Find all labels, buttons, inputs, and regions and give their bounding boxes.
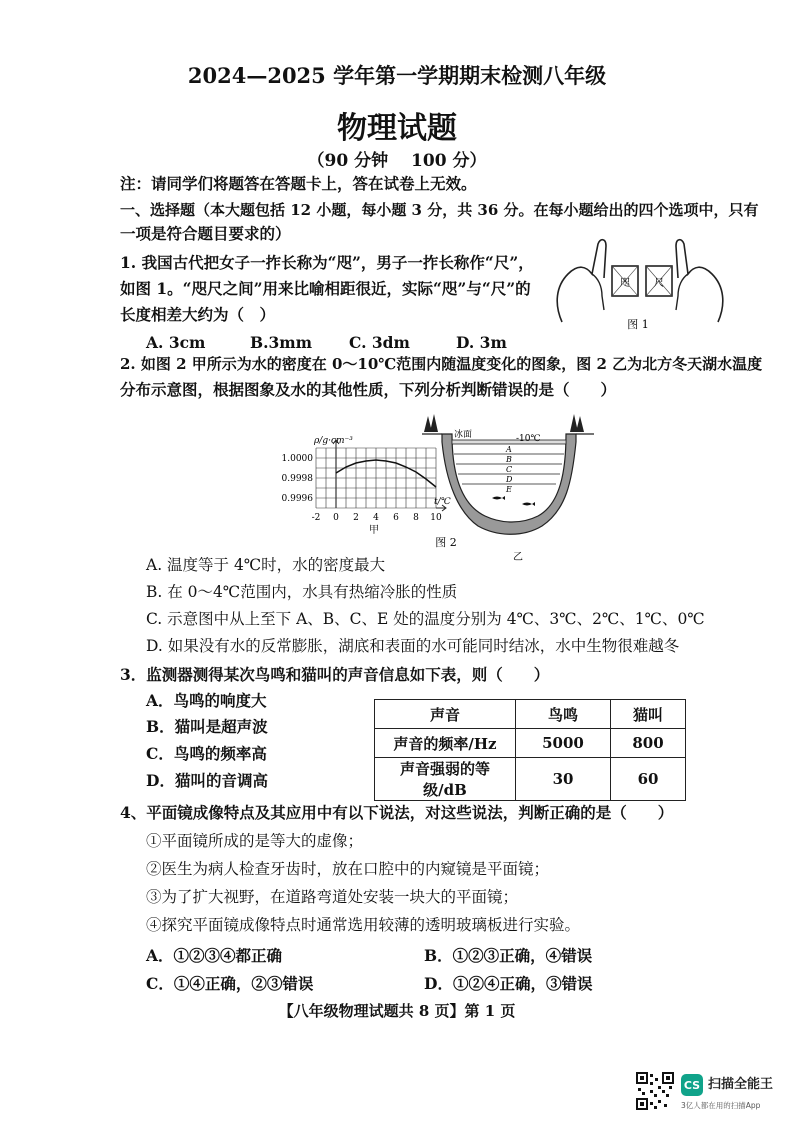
section1-heading-l1: 一、选择题（本大题包括 12 小题，每小题 3 分，共 36 分。在每小题给出的四个选项中，只有 bbox=[120, 201, 759, 219]
tree-right-icon bbox=[570, 414, 584, 432]
layer-d: D bbox=[506, 475, 513, 484]
q4-stem: 4、平面镜成像特点及其应用中有以下说法，对这些说法，判断正确的是（ ） bbox=[120, 803, 674, 822]
q1-option-c: C. 3dm bbox=[349, 333, 410, 352]
subject-title: 物理试题 bbox=[337, 111, 457, 146]
y-tick-label: 1.0000 bbox=[281, 454, 313, 464]
q2-option-a: A. 温度等于 4℃时，水的密度最大 bbox=[146, 556, 386, 574]
q2-option-b: B. 在 0～4℃范围内，水具有热缩冷胀的性质 bbox=[146, 583, 458, 601]
figure2 bbox=[270, 412, 600, 562]
q4-option-b: B．①②③正确，④错误 bbox=[424, 946, 593, 965]
q1-line1: 1. 我国古代把女子一拃长称为“咫”，男子一拃长称作“尺”， bbox=[120, 253, 534, 272]
x-tick-label: -2 bbox=[311, 513, 321, 523]
fish-icon bbox=[492, 496, 505, 500]
q4-option-a: A．①②③④都正确 bbox=[146, 946, 283, 965]
q2-option-c: C. 示意图中从上至下 A、B、C、E 处的温度分别为 4℃、3℃、2℃、1℃、0℃ bbox=[146, 610, 705, 628]
q2-option-d: D. 如果没有水的反常膨胀，湖底和表面的水可能同时结冰，水中生物很难越冬 bbox=[146, 637, 680, 655]
y-tick-label: 0.9998 bbox=[281, 474, 313, 484]
table-header: 声音 bbox=[375, 700, 516, 729]
q2-line2: 分布示意图，根据图象及水的其他性质，下列分析判断错误的是（ ） bbox=[120, 380, 617, 399]
air-temp-label: -10℃ bbox=[516, 434, 541, 444]
q1-line3: 长度相差大约为（ ） bbox=[120, 305, 276, 324]
ice-label: 冰面 bbox=[454, 430, 473, 440]
q2-line1: 2. 如图 2 甲所示为水的密度在 0～10℃范围内随温度变化的图象，图 2 乙为北方冬天湖水温度 bbox=[120, 355, 763, 373]
q1-option-d: D. 3m bbox=[456, 333, 507, 352]
q4-option-c: C．①④正确，②③错误 bbox=[146, 974, 314, 993]
sound-table bbox=[374, 699, 686, 801]
right-hand-outline bbox=[676, 240, 723, 322]
page-footer: 【八年级物理试题共 8 页】第 1 页 bbox=[278, 1002, 516, 1020]
char-left: 咫 bbox=[620, 278, 630, 289]
section1-heading-l2: 一项是符合题目要求的） bbox=[120, 224, 291, 243]
x-tick-label: 4 bbox=[373, 513, 379, 523]
qr-code-icon bbox=[636, 1072, 674, 1110]
chart-ylabel: ρ/g·cm⁻³ bbox=[314, 436, 353, 446]
q4-option-d: D．①②④正确，③错误 bbox=[424, 974, 593, 993]
tree-left-icon bbox=[424, 414, 438, 432]
camscanner-logo-icon: CS bbox=[681, 1074, 703, 1096]
y-tick-label: 0.9996 bbox=[281, 494, 313, 504]
layer-a: A bbox=[506, 445, 512, 454]
figure1-caption: 图 1 bbox=[627, 318, 649, 331]
q4-statement-1: ①平面镜所成的是等大的虚像； bbox=[146, 832, 364, 850]
q1-option-b: B.3mm bbox=[250, 333, 313, 352]
table-header: 猫叫 bbox=[611, 700, 686, 729]
char-right: 尺 bbox=[654, 278, 664, 289]
notice: 注：请同学们将题答在答题卡上，答在试卷上无效。 bbox=[120, 174, 477, 193]
chart-grid bbox=[316, 440, 446, 511]
table-cell: 声音强弱的等级/dB bbox=[375, 758, 516, 801]
x-tick-label: 8 bbox=[413, 513, 419, 523]
lake-sub-label: 乙 bbox=[513, 552, 523, 562]
table-row bbox=[375, 729, 686, 758]
chart-sub-label: 甲 bbox=[369, 525, 379, 536]
q4-statement-3: ③为了扩大视野，在道路弯道处安装一块大的平面镜； bbox=[146, 888, 519, 906]
x-tick-label: 6 bbox=[393, 513, 399, 523]
camscanner-name: 扫描全能王 bbox=[708, 1077, 774, 1092]
time-score: （90 分钟 100 分） bbox=[307, 151, 487, 171]
q3-option-b: B．猫叫是超声波 bbox=[146, 717, 268, 736]
layer-e: E bbox=[506, 485, 512, 494]
layer-c: C bbox=[506, 465, 513, 474]
q1-line2: 如图 1。“咫尺之间”用来比喻相距很近，实际“咫”与“尺”的 bbox=[120, 279, 531, 298]
layer-b: B bbox=[506, 455, 512, 464]
table-header: 鸟鸣 bbox=[516, 700, 611, 729]
table-row bbox=[375, 758, 686, 801]
x-tick-label: 2 bbox=[353, 513, 359, 523]
table-cell: 5000 bbox=[516, 729, 611, 758]
x-tick-label: 0 bbox=[333, 513, 339, 523]
chart-xlabel: t/℃ bbox=[434, 497, 451, 507]
fish-icon bbox=[522, 502, 535, 506]
exam-title: 2024—2025 学年第一学期期末检测八年级 bbox=[187, 63, 607, 88]
table-cell: 60 bbox=[611, 758, 686, 801]
table-cell: 800 bbox=[611, 729, 686, 758]
q3-option-d: D．猫叫的音调高 bbox=[146, 771, 268, 790]
q3-stem: 3．监测器测得某次鸟鸣和猫叫的声音信息如下表，则（ ） bbox=[120, 665, 550, 684]
table-cell: 声音的频率/Hz bbox=[375, 729, 516, 758]
figure2-caption: 图 2 bbox=[435, 536, 457, 549]
x-tick-label: 10 bbox=[430, 513, 442, 523]
figure1-hands-illustration bbox=[548, 234, 734, 334]
q4-statement-2: ②医生为病人检查牙齿时，放在口腔中的内窥镜是平面镜； bbox=[146, 860, 550, 878]
q3-option-c: C．鸟鸣的频率高 bbox=[146, 744, 267, 763]
q1-option-a: A. 3cm bbox=[146, 333, 206, 352]
camscanner-tagline: 3亿人都在用的扫描App bbox=[681, 1101, 761, 1110]
q4-statement-4: ④探究平面镜成像特点时通常选用较薄的透明玻璃板进行实验。 bbox=[146, 916, 581, 934]
ice-surface bbox=[452, 440, 566, 444]
table-header-row bbox=[375, 700, 686, 729]
table-cell: 30 bbox=[516, 758, 611, 801]
q3-option-a: A．鸟鸣的响度大 bbox=[146, 691, 267, 710]
